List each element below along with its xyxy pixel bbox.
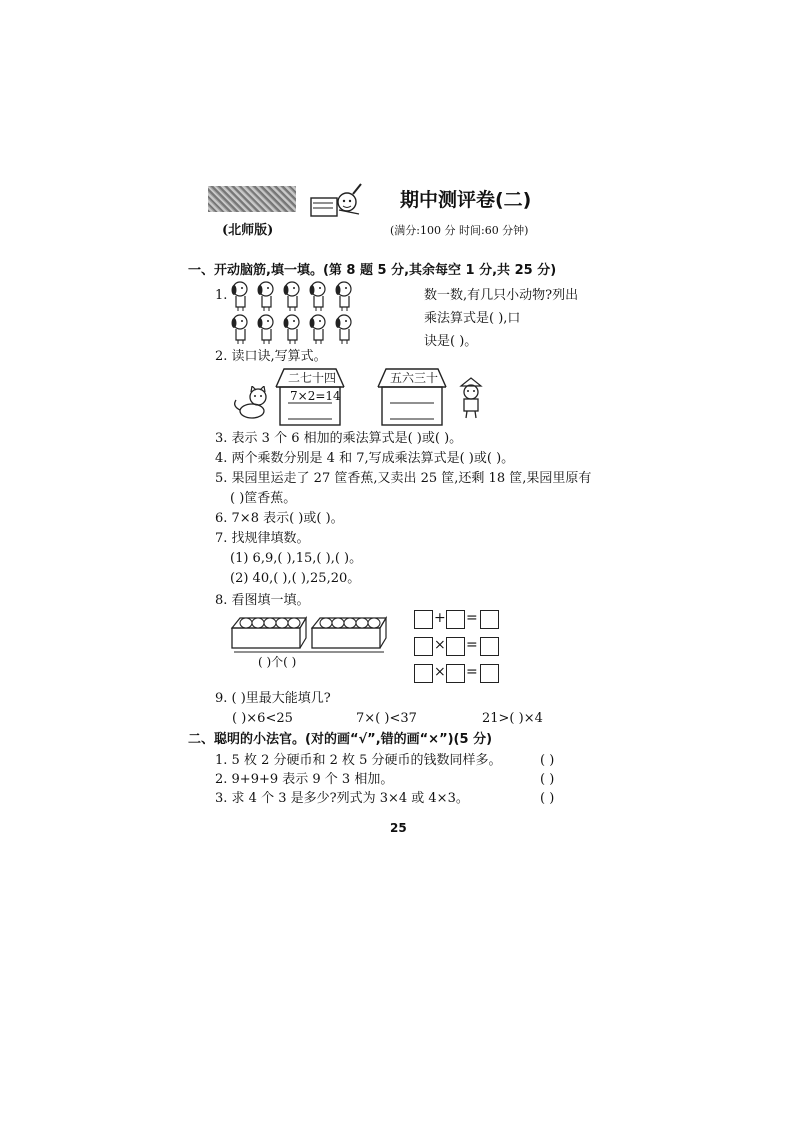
animals-illustration: [228, 280, 360, 346]
q9-part-c: 21>( )×4: [482, 711, 543, 726]
q7-part2: (2) 40,( ),( ),25,20。: [230, 571, 361, 586]
house-1: [272, 367, 348, 427]
house-2-answer-blank-2[interactable]: [390, 407, 434, 419]
judge-mark-1[interactable]: ( ): [540, 753, 555, 768]
q8-row2-box2[interactable]: [446, 637, 465, 656]
q7-title: 7. 找规律填数。: [215, 531, 310, 546]
q1-line3: 诀是( )。: [424, 334, 478, 349]
cat-illustration: [230, 386, 272, 420]
house-1-equation: 7×2=14: [290, 389, 341, 403]
page-title: 期中测评卷(二): [400, 189, 532, 211]
times-sign: ×: [434, 637, 446, 653]
q1-number: 1.: [215, 288, 228, 303]
judge-mark-3[interactable]: ( ): [540, 791, 555, 806]
house-2-roof-text: 五六三十: [390, 371, 439, 385]
house-2-answer-blank-1[interactable]: [390, 391, 434, 403]
q8-row3-box2[interactable]: [446, 664, 465, 683]
q8-row2-box1[interactable]: [414, 637, 433, 656]
q8-box-grid: [414, 610, 504, 686]
q3-text: 3. 表示 3 个 6 相加的乘法算式是( )或( )。: [215, 431, 463, 446]
judge-item-2: 2. 9+9+9 表示 9 个 3 相加。: [215, 772, 394, 787]
equals-sign: =: [466, 664, 478, 680]
judge-mark-2[interactable]: ( ): [540, 772, 555, 787]
section2-heading: 二、聪明的小法官。(对的画“√”,错的画“×”)(5 分): [188, 732, 493, 747]
house-1-roof-text: 二七十四: [288, 371, 337, 385]
edition-label: (北师版): [222, 223, 274, 238]
judge-item-3: 3. 求 4 个 3 是多少?列式为 3×4 或 4×3。: [215, 791, 469, 806]
child-with-hat-illustration: [456, 376, 486, 420]
q5-line1: 5. 果园里运走了 27 筐香蕉,又卖出 25 筐,还剩 18 筐,果园里原有: [215, 471, 592, 486]
q9-part-b: 7×( )<37: [356, 711, 417, 726]
judge-item-1: 1. 5 枚 2 分硬币和 2 枚 5 分硬币的钱数同样多。: [215, 753, 502, 768]
q9-title: 9. ( )里最大能填几?: [215, 691, 331, 706]
q1-line1: 数一数,有几只小动物?列出: [424, 288, 579, 303]
q6-text: 6. 7×8 表示( )或( )。: [215, 511, 344, 526]
section1-heading: 一、开动脑筋,填一填。(第 8 题 5 分,其余每空 1 分,共 25 分): [188, 263, 557, 278]
score-time-info: (满分:100 分 时间:60 分钟): [390, 224, 529, 237]
egg-boxes-illustration: [230, 612, 390, 654]
page-number: 25: [390, 821, 407, 835]
house-2: [374, 367, 450, 427]
q8-row2-box3[interactable]: [480, 637, 499, 656]
boy-writing-illustration: [303, 180, 365, 218]
equals-sign: =: [466, 610, 478, 626]
q1-line2: 乘法算式是( ),口: [424, 311, 521, 326]
header-banner-texture: [208, 186, 296, 212]
q8-row3-box3[interactable]: [480, 664, 499, 683]
q2-title: 2. 读口诀,写算式。: [215, 349, 327, 364]
equals-sign: =: [466, 637, 478, 653]
plus-sign: +: [434, 610, 446, 626]
q7-part1: (1) 6,9,( ),15,( ),( )。: [230, 551, 363, 566]
house-1-answer-blank[interactable]: [288, 407, 332, 419]
q8-title: 8. 看图填一填。: [215, 593, 310, 608]
q4-text: 4. 两个乘数分别是 4 和 7,写成乘法算式是( )或( )。: [215, 451, 515, 466]
times-sign: ×: [434, 664, 446, 680]
q8-row1-box3[interactable]: [480, 610, 499, 629]
q8-row3-box1[interactable]: [414, 664, 433, 683]
q5-line2: ( )筐香蕉。: [230, 491, 297, 506]
q8-caption: ( )个( ): [258, 655, 297, 669]
q9-part-a: ( )×6<25: [232, 711, 293, 726]
q8-row1-box2[interactable]: [446, 610, 465, 629]
q8-row1-box1[interactable]: [414, 610, 433, 629]
